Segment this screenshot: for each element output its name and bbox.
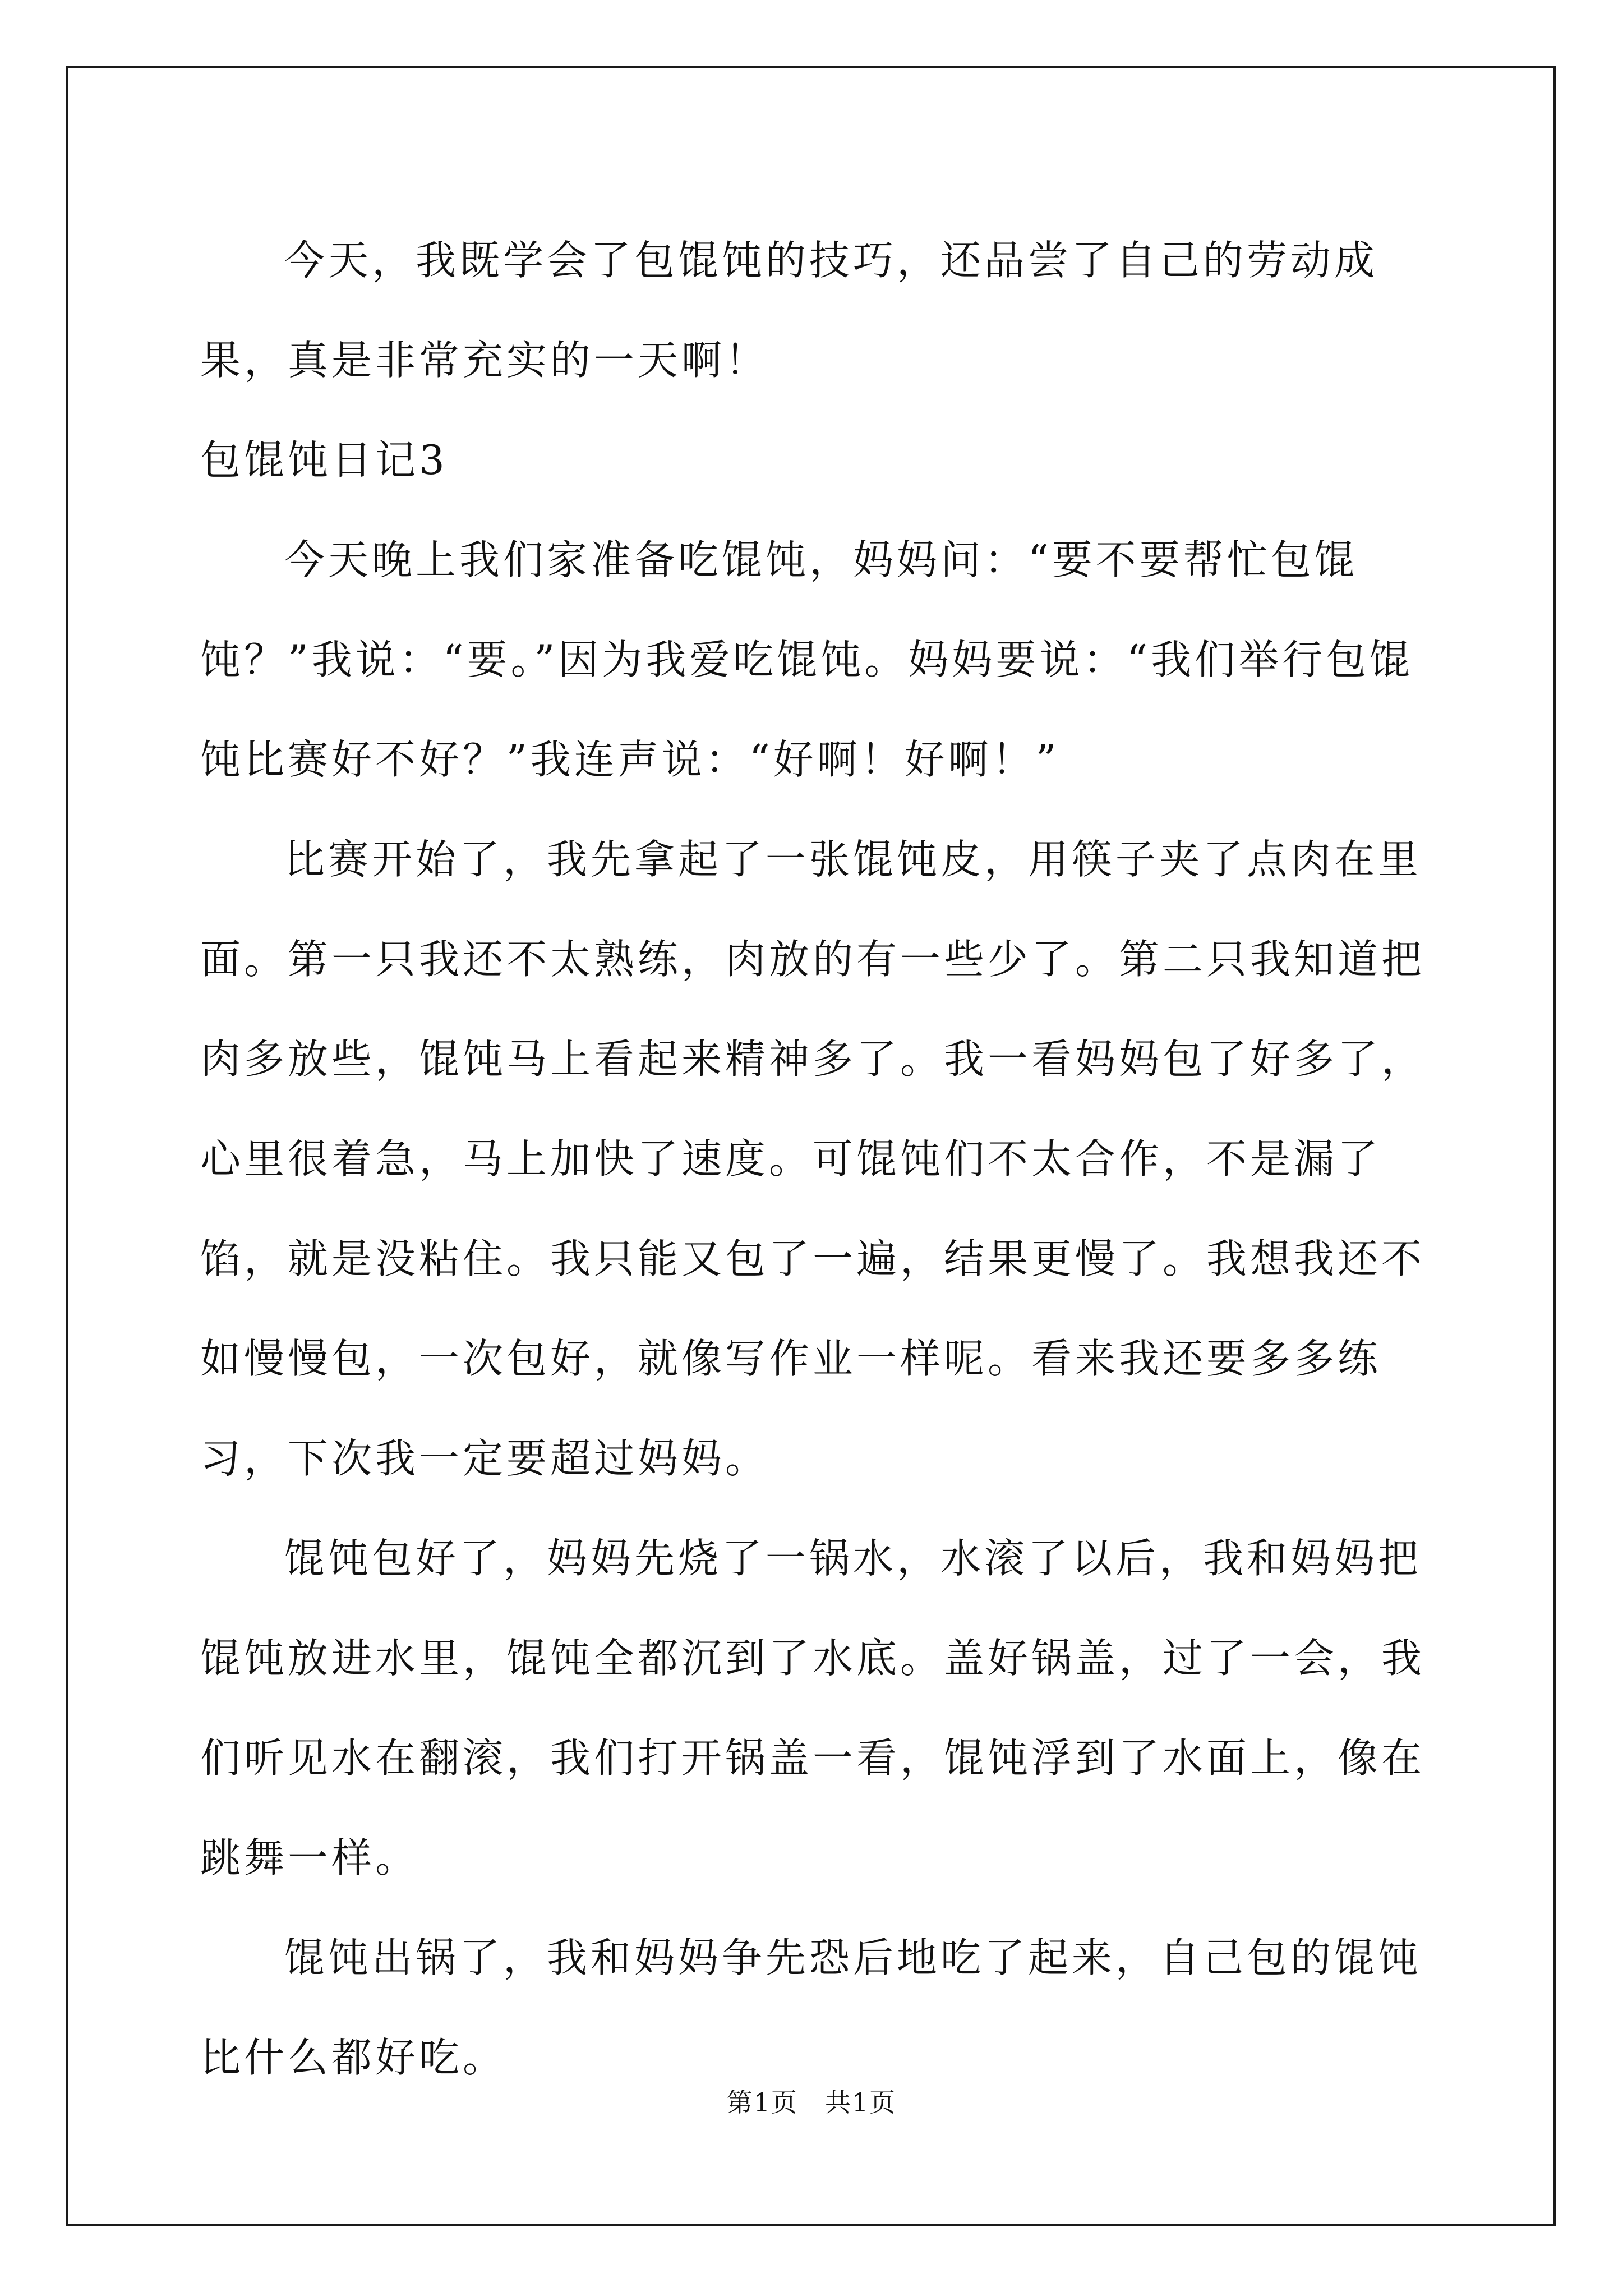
paragraph-intro: 今天，我既学会了包馄饨的技巧，还品尝了自己的劳动成果，真是非常充实的一天啊！ — [200, 237, 1378, 384]
section-heading: 包馄饨日记3 — [200, 436, 448, 484]
paragraph-3: 馄饨包好了，妈妈先烧了一锅水，水滚了以后，我和妈妈把馄饨放进水里，馄饨全都沉到了水底。盖好锅盖，过了一会，我们听见水在翻滚，我们打开锅盖一看，馄饨浮到了水面上，像在跳舞一样。 — [200, 1535, 1426, 1881]
paragraph-1: 今天晚上我们家准备吃馄饨，妈妈问：“要不要帮忙包馄饨？”我说：“要。”因为我爱吃馄饨。妈妈要说：“我们举行包馄饨比赛好不好？”我连声说：“好啊！好啊！” — [200, 536, 1414, 783]
page-footer — [0, 2082, 1623, 2119]
paragraph-2: 比赛开始了，我先拿起了一张馄饨皮，用筷子夹了点肉在里面。第一只我还不太熟练，肉放的有一些少了。第二只我知道把肉多放些，馄饨马上看起来精神多了。我一看妈妈包了好多了，心里很着急，马上加快了速度。可馄饨们不太合作，不是漏了馅，就是没粘住。我只能又包了一遍，结果更慢了。我想我还不如慢慢包，一次包好，就像写作业一样呢。看来我还要多多练习，下次我一定要超过妈妈。 — [200, 836, 1426, 1482]
page-number-label: 第1页 共1页 — [726, 2087, 897, 2118]
paragraph-4: 馄饨出锅了，我和妈妈争先恐后地吃了起来，自己包的馄饨比什么都好吃。 — [200, 1934, 1422, 2081]
document-body — [200, 210, 1440, 2108]
